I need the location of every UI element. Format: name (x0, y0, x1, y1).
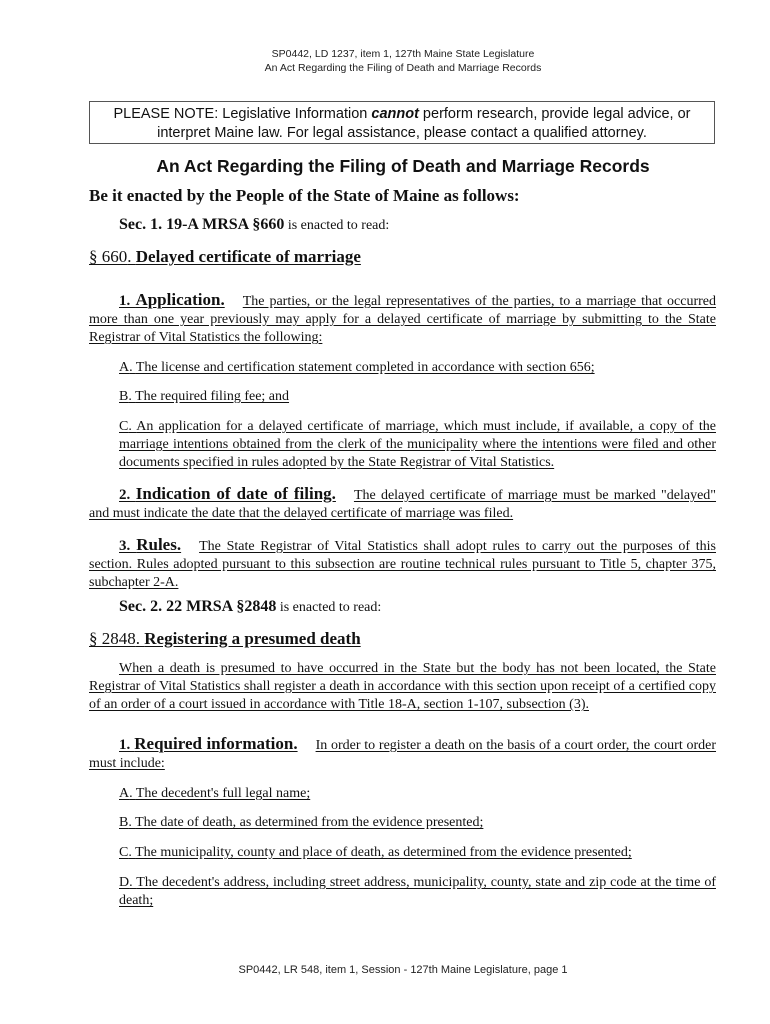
sec2848-item-a: A. The decedent's full legal name; (119, 786, 311, 801)
sec2-sub1-title: Required information. (134, 734, 298, 753)
sec1-label: Sec. 1. 19-A MRSA §660 (119, 216, 285, 233)
item-a-letter: A (119, 360, 130, 375)
sec2-label: Sec. 2. 22 MRSA §2848 (119, 598, 277, 615)
sec2-item-c-text: The municipality, county and place of death, as determined from the evidence presented; (135, 845, 632, 860)
sec2-item-c-letter: C (119, 845, 129, 860)
sub3-number: 3 (119, 538, 127, 554)
item-b-text: The required filing fee; and (135, 389, 290, 404)
sub1-title: Application. (135, 290, 225, 309)
notice-prefix: PLEASE NOTE: Legislative Information (113, 106, 372, 122)
sec660-item-a: A. The license and certification statement completed in accordance with section 656; (119, 360, 595, 375)
running-header-line1: SP0442, LD 1237, item 1, 127th Maine State Legislature (271, 48, 535, 60)
item-c-text: An application for a delayed certificate of marriage, which must include, if available, a copy of the marriage intentions obtained from the clerk of the municipality where the intentions were filed and other documents specified in rules adopted by the State Registrar of Vital Statistics. (119, 419, 716, 470)
sub1-number: 1 (119, 293, 127, 309)
sec660-item-c: C. An application for a delayed certificate of marriage, which must include, if available, a copy of the marriage intentions obtained from the clerk of the municipality where the intentions were filed and other documents specified in rules adopted by the State Registrar of Vital Statistics. (119, 419, 716, 470)
section-2848-title: Registering a presumed death (144, 629, 361, 648)
section-660-heading: § 660. Delayed certificate of marriage (89, 247, 361, 266)
notice-emphasis: cannot (371, 106, 419, 122)
sec660-subsection-2: 2. Indication of date of filing. The delayed certificate of marriage must be marked "delayed" and must indicate the date that the delayed certificate of marriage was filed. (89, 484, 717, 521)
sub1-text: The parties, or the legal representatives of the parties, to a marriage that occurred more than one year previously may apply for a delayed certificate of marriage by submitting to the State Registrar of Vital Statistics the following: (89, 294, 717, 345)
sec2-item-d-letter: D (119, 875, 130, 890)
sec1-rest: is enacted to read: (284, 218, 390, 233)
section-2848-number: § 2848 (89, 629, 136, 648)
legal-notice-box (89, 101, 715, 144)
sec660-subsection-3: 3. Rules. The State Registrar of Vital Statistics shall adopt rules to carry out the purposes of this section. Rules adopted pursuant to this subsection are routine technical rules pursuant to Title 5, chapter 375, subchapter 2-A. (89, 535, 716, 590)
sec2-item-a-text: The decedent's full legal name; (135, 786, 311, 801)
sec2848-subsection-1: 1. Required information. In order to register a death on the basis of a court order, the court order must include: (89, 734, 717, 771)
item-c-letter: C (119, 419, 129, 434)
sub2-title: Indication of date of filing. (135, 484, 336, 503)
section-660-number: § 660 (89, 247, 128, 266)
item-a-text: The license and certification statement completed in accordance with section 656; (135, 360, 595, 375)
sec660-item-b: B. The required filing fee; and (119, 389, 290, 404)
sec2-heading (119, 598, 381, 616)
item-b-letter: B (119, 389, 129, 404)
sec2-sub1-number: 1 (119, 737, 127, 753)
sec2848-item-c: C. The municipality, county and place of death, as determined from the evidence presented; (119, 845, 632, 860)
sub2-number: 2 (119, 487, 127, 503)
section-2848-heading: § 2848. Registering a presumed death (89, 629, 361, 648)
sec2-item-d-text: The decedent's address, including street address, municipality, county, state and zip code at the time of death; (119, 875, 716, 908)
running-header-line2: An Act Regarding the Filing of Death and Marriage Records (264, 62, 542, 74)
sub3-title: Rules. (136, 535, 182, 554)
sec2-sub1-text: In order to register a death on the basis of a court order, the court order must include: (89, 738, 717, 771)
sec2848-item-d: D. The decedent's address, including street address, municipality, county, state and zip code at the time of death; (119, 875, 716, 908)
sec1-heading (119, 216, 389, 234)
notice-suffix: perform research, provide legal advice, or interpret Maine law. For legal assistance, please contact a qualified attorney. (157, 106, 691, 141)
sec2848-item-b: B. The date of death, as determined from the evidence presented; (119, 815, 484, 830)
sec2-item-a-letter: A (119, 786, 130, 801)
enacting-clause: Be it enacted by the People of the State of Maine as follows: (89, 186, 520, 205)
page-footer: SP0442, LR 548, item 1, Session - 127th Maine Legislature, page 1 (238, 964, 568, 976)
sec2-item-b-text: The date of death, as determined from the evidence presented; (135, 815, 484, 830)
sec2-rest: is enacted to read: (276, 600, 382, 615)
section-660-title: Delayed certificate of marriage (135, 247, 361, 266)
sec660-subsection-1: 1. Application. The parties, or the legal representatives of the parties, to a marriage that occurred more than one year previously may apply for a delayed certificate of marriage by submitting to the State Registrar of Vital Statistics the following: (89, 290, 717, 345)
sec2-item-b-letter: B (119, 815, 129, 830)
document-title: An Act Regarding the Filing of Death and Marriage Records (156, 156, 650, 176)
sub2-text: The delayed certificate of marriage must be marked "delayed" and must indicate the date that the delayed certificate of marriage was filed. (89, 488, 717, 521)
sub3-text: The State Registrar of Vital Statistics shall adopt rules to carry out the purposes of this section. Rules adopted pursuant to this subsection are routine technical rules pursuant to Title 5, chapter 375, subchapter 2-A. (89, 539, 716, 590)
sec2848-intro: When a death is presumed to have occurred in the State but the body has not been located, the State Registrar of Vital Statistics shall register a death in accordance with this section upon receipt of a certified copy of an order of a court issued in accordance with Title 18-A, section 1-107, subsection (3). (89, 661, 716, 712)
